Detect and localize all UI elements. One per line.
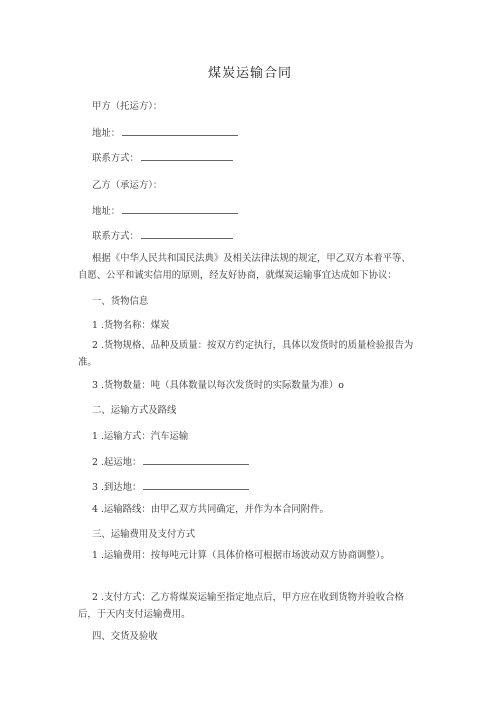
section-3-heading: 三、运输费用及支付方式 bbox=[92, 529, 196, 540]
section-1-item-1: 1 .货物名称：煤炭 bbox=[92, 320, 170, 331]
party-a-contact-blank bbox=[141, 151, 233, 161]
party-b-label: 乙方（承运方）： bbox=[92, 180, 163, 191]
party-b-address-label: 地址： bbox=[92, 206, 121, 217]
section-2-item-2: 2 .起运地： bbox=[92, 457, 142, 468]
section-2-item-3: 3 .到达地： bbox=[92, 482, 142, 493]
section-1-heading: 一、货物信息 bbox=[92, 296, 149, 307]
party-b-contact-label: 联系方式： bbox=[92, 231, 139, 242]
section-2-item-1: 1 .运输方式：汽车运输 bbox=[92, 431, 189, 442]
party-a-label: 甲方（托运方）： bbox=[92, 101, 163, 112]
party-b-contact-blank bbox=[141, 229, 233, 239]
party-a-address-row bbox=[92, 126, 238, 140]
section-4-heading: 四、交货及验收 bbox=[92, 631, 158, 642]
page-title: 煤炭运输合同 bbox=[207, 66, 292, 81]
section-2-heading: 二、运输方式及路线 bbox=[92, 405, 177, 416]
section-1-item-3: 3 .货物数量：吨（具体数量以每次发货时的实际数量为准）o bbox=[92, 380, 344, 391]
section-3-item-1: 1 .运输费用：按每吨元计算（具体价格可根据市场波动双方协商调整）。 bbox=[92, 550, 390, 561]
party-a-address-label: 地址： bbox=[92, 128, 121, 139]
section-2-item-4: 4 .运输路线：由甲乙双方共同确定，并作为本合同附件。 bbox=[92, 504, 329, 515]
party-b-address-blank bbox=[122, 204, 238, 214]
party-a-contact-row bbox=[92, 151, 233, 165]
section-1-item-2: 2 .货物规格、品种及质量：按双方约定执行，具体以发货时的质量检验报告为准。 bbox=[78, 340, 414, 368]
section-2-item-3-row bbox=[92, 480, 249, 494]
party-b-address-row bbox=[92, 204, 238, 218]
origin-blank bbox=[143, 455, 249, 465]
party-a-contact-label: 联系方式： bbox=[92, 153, 139, 164]
section-2-item-2-row bbox=[92, 455, 249, 469]
section-3-item-2: 2 .支付方式：乙方将煤炭运输至指定地点后，甲方应在收到货物并验收合格后，于天内支付运输费用。 bbox=[78, 592, 404, 620]
party-a-address-blank bbox=[122, 126, 238, 136]
preamble-paragraph: 根据《中华人民共和国民法典》及相关法律法规的规定，甲乙双方本着平等、自愿、公平和诚实信用的原则，经友好协商，就煤炭运输事宜达成如下协议： bbox=[78, 253, 411, 281]
party-b-contact-row bbox=[92, 229, 233, 243]
destination-blank bbox=[143, 480, 249, 490]
